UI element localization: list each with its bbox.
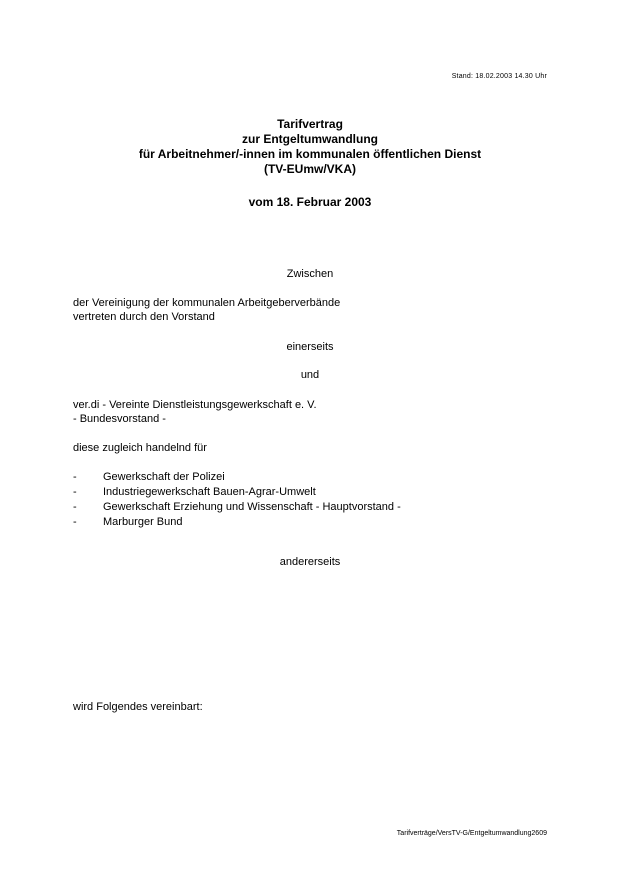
zugleich-text: diese zugleich handelnd für xyxy=(73,442,207,454)
list-item xyxy=(73,500,401,515)
und-label: und xyxy=(300,369,320,381)
document-title xyxy=(0,117,620,177)
andererseits-label: andererseits xyxy=(279,556,341,568)
einerseits-label: einerseits xyxy=(286,341,334,353)
party-employer xyxy=(73,296,340,324)
party-employer-line-2: vertreten durch den Vorstand xyxy=(73,311,215,323)
union-name: Gewerkschaft Erziehung und Wissenschaft - Hauptvorstand - xyxy=(103,501,401,513)
union-name: Marburger Bund xyxy=(103,516,183,528)
party-union xyxy=(73,398,317,426)
union-list xyxy=(73,470,401,530)
list-dash: - xyxy=(73,516,77,528)
title-line-4: (TV-EUmw/VKA) xyxy=(263,162,356,176)
party-union-line-1: ver.di - Vereinte Dienstleistungsgewerkschaft e. V. xyxy=(73,399,317,411)
zwischen-label: Zwischen xyxy=(286,268,334,280)
list-dash: - xyxy=(73,471,77,483)
contract-date: vom 18. Februar 2003 xyxy=(248,195,372,209)
title-line-1: Tarifvertrag xyxy=(277,117,343,131)
list-item xyxy=(73,485,401,500)
vereinbart-text: wird Folgendes vereinbart: xyxy=(73,701,203,713)
party-employer-line-1: der Vereinigung der kommunalen Arbeitgeberverbände xyxy=(73,297,341,309)
union-name: Gewerkschaft der Polizei xyxy=(103,471,225,483)
list-dash: - xyxy=(73,501,77,513)
list-item xyxy=(73,470,401,485)
list-item xyxy=(73,515,401,530)
title-line-2: zur Entgeltumwandlung xyxy=(242,132,378,146)
list-dash: - xyxy=(73,486,77,498)
file-path-footer: Tarifverträge/VersTV-G/Entgeltumwandlung2609 xyxy=(396,830,547,837)
revision-stamp: Stand: 18.02.2003 14.30 Uhr xyxy=(451,73,547,80)
title-line-3: für Arbeitnehmer/-innen im kommunalen öffentlichen Dienst xyxy=(138,147,482,161)
union-name: Industriegewerkschaft Bauen-Agrar-Umwelt xyxy=(103,486,316,498)
party-union-line-2: - Bundesvorstand - xyxy=(73,413,166,425)
